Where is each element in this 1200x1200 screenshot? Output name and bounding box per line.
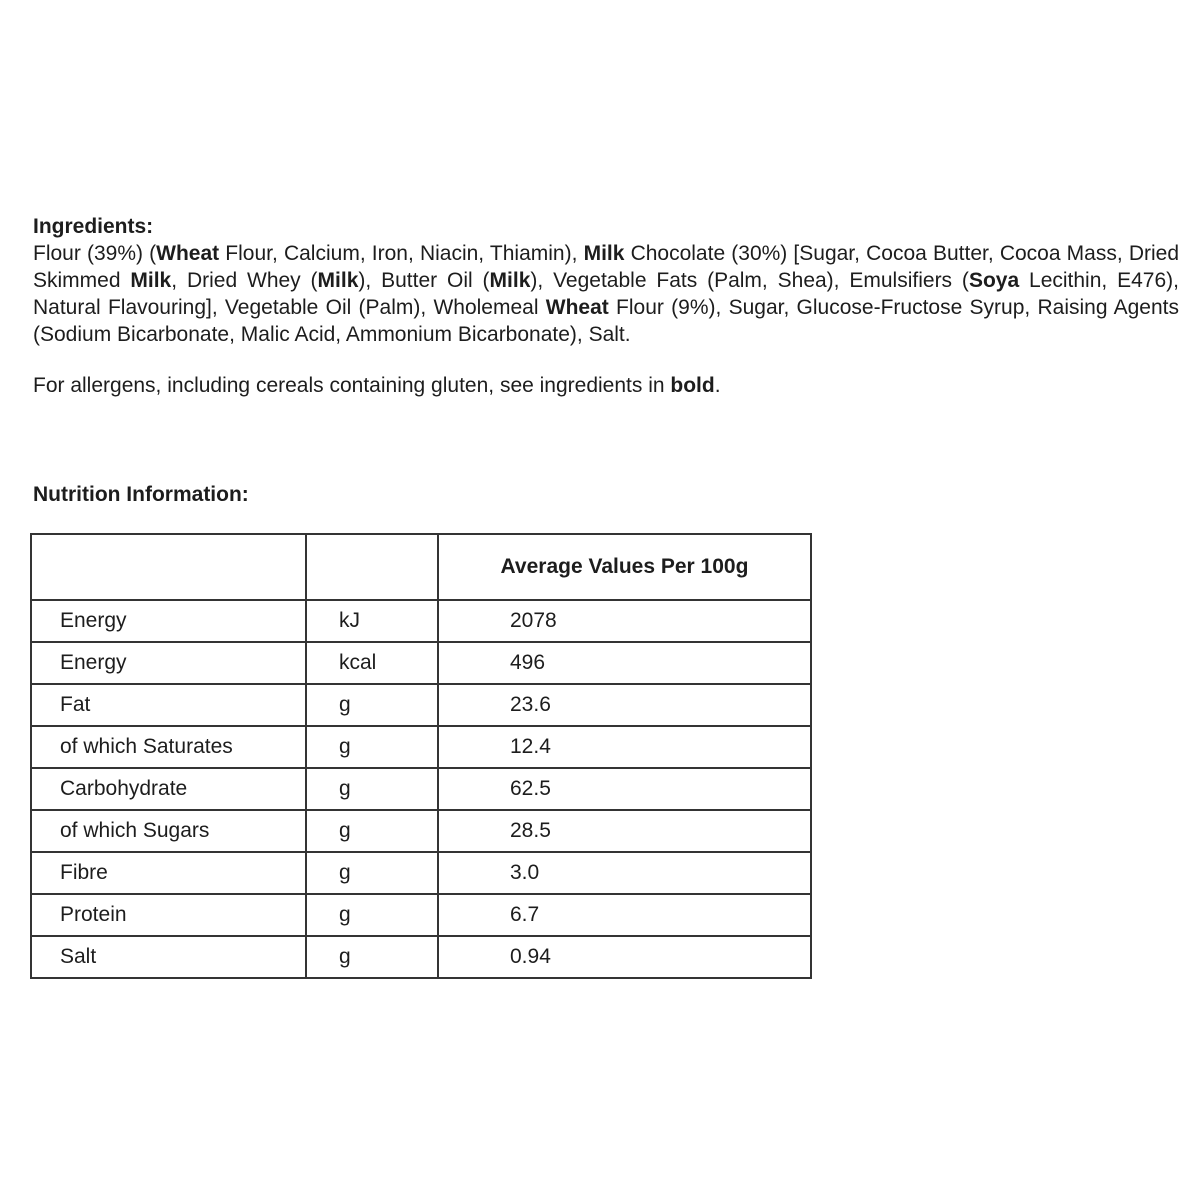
unit-label: g	[306, 852, 438, 894]
nutrient-value: 62.5	[438, 768, 811, 810]
bold-allergen-text: Wheat	[156, 242, 220, 265]
body-text: Lecithin, E476), Natural Flavouring], Vegetable Oil (Palm), Wholemeal	[33, 269, 1179, 319]
nutrient-label: Fibre	[31, 852, 306, 894]
unit-label: kcal	[306, 642, 438, 684]
nutrition-table-body	[31, 600, 811, 978]
nutrient-label: Energy	[31, 642, 306, 684]
nutrient-value: 0.94	[438, 936, 811, 978]
nutrient-value: 496	[438, 642, 811, 684]
nutrient-label: Salt	[31, 936, 306, 978]
nutrient-value: 23.6	[438, 684, 811, 726]
body-text: ), Vegetable Fats (Palm, Shea), Emulsifiers (	[530, 269, 969, 292]
bold-allergen-text: Milk	[489, 269, 531, 292]
bold-allergen-text: Milk	[317, 269, 359, 292]
table-row	[31, 642, 811, 684]
nutrition-heading: Nutrition Information:	[33, 483, 249, 506]
table-header-label	[31, 534, 306, 600]
body-text: Flour, Calcium, Iron, Niacin, Thiamin),	[219, 242, 584, 265]
table-row	[31, 768, 811, 810]
table-row	[31, 894, 811, 936]
table-row	[31, 852, 811, 894]
nutrition-table-header	[31, 534, 811, 600]
nutrient-value: 3.0	[438, 852, 811, 894]
body-text: For allergens, including cereals containing gluten, see ingredients in	[33, 374, 671, 397]
unit-label: g	[306, 726, 438, 768]
table-row	[31, 936, 811, 978]
allergen-statement	[33, 372, 1179, 399]
body-text: Flour (9%), Sugar, Glucose-Fructose Syrup, Raising Agents (Sodium Bicarbonate, Malic Acid, Ammonium Bicarbonate), Salt.	[33, 296, 1180, 346]
unit-label: g	[306, 810, 438, 852]
unit-label: kJ	[306, 600, 438, 642]
table-row	[31, 684, 811, 726]
ingredients-section	[33, 213, 1179, 348]
table-row	[31, 726, 811, 768]
nutrient-label: Fat	[31, 684, 306, 726]
nutrient-value: 2078	[438, 600, 811, 642]
nutrient-value: 12.4	[438, 726, 811, 768]
ingredients-text	[33, 240, 1179, 348]
nutrient-label: of which Saturates	[31, 726, 306, 768]
body-text: Chocolate (30%) [Sugar, Cocoa Butter, Cocoa Mass, Dried Skimmed	[33, 242, 1179, 292]
nutrient-value: 6.7	[438, 894, 811, 936]
nutrition-section-heading	[33, 481, 1179, 508]
nutrient-label: of which Sugars	[31, 810, 306, 852]
ingredients-heading: Ingredients:	[33, 215, 154, 238]
table-row	[31, 810, 811, 852]
bold-allergen-text: Wheat	[545, 296, 609, 319]
table-header-unit	[306, 534, 438, 600]
unit-label: g	[306, 936, 438, 978]
unit-label: g	[306, 894, 438, 936]
bold-allergen-text: Milk	[583, 242, 625, 265]
nutrient-value: 28.5	[438, 810, 811, 852]
body-text: ), Butter Oil (	[358, 269, 490, 292]
unit-label: g	[306, 768, 438, 810]
table-row	[31, 600, 811, 642]
nutrition-table	[30, 533, 812, 979]
nutrient-label: Protein	[31, 894, 306, 936]
body-text: Flour (39%) (	[33, 242, 157, 265]
body-text: .	[714, 374, 721, 397]
body-text: , Dried Whey (	[171, 269, 318, 292]
table-header-average-values: Average Values Per 100g	[438, 534, 811, 600]
unit-label: g	[306, 684, 438, 726]
bold-allergen-text: Soya	[968, 269, 1020, 292]
allergen-section	[33, 372, 1179, 399]
nutrient-label: Energy	[31, 600, 306, 642]
table-header-row	[31, 534, 811, 600]
bold-allergen-text: Milk	[130, 269, 172, 292]
bold-allergen-text: bold	[670, 374, 715, 397]
nutrient-label: Carbohydrate	[31, 768, 306, 810]
